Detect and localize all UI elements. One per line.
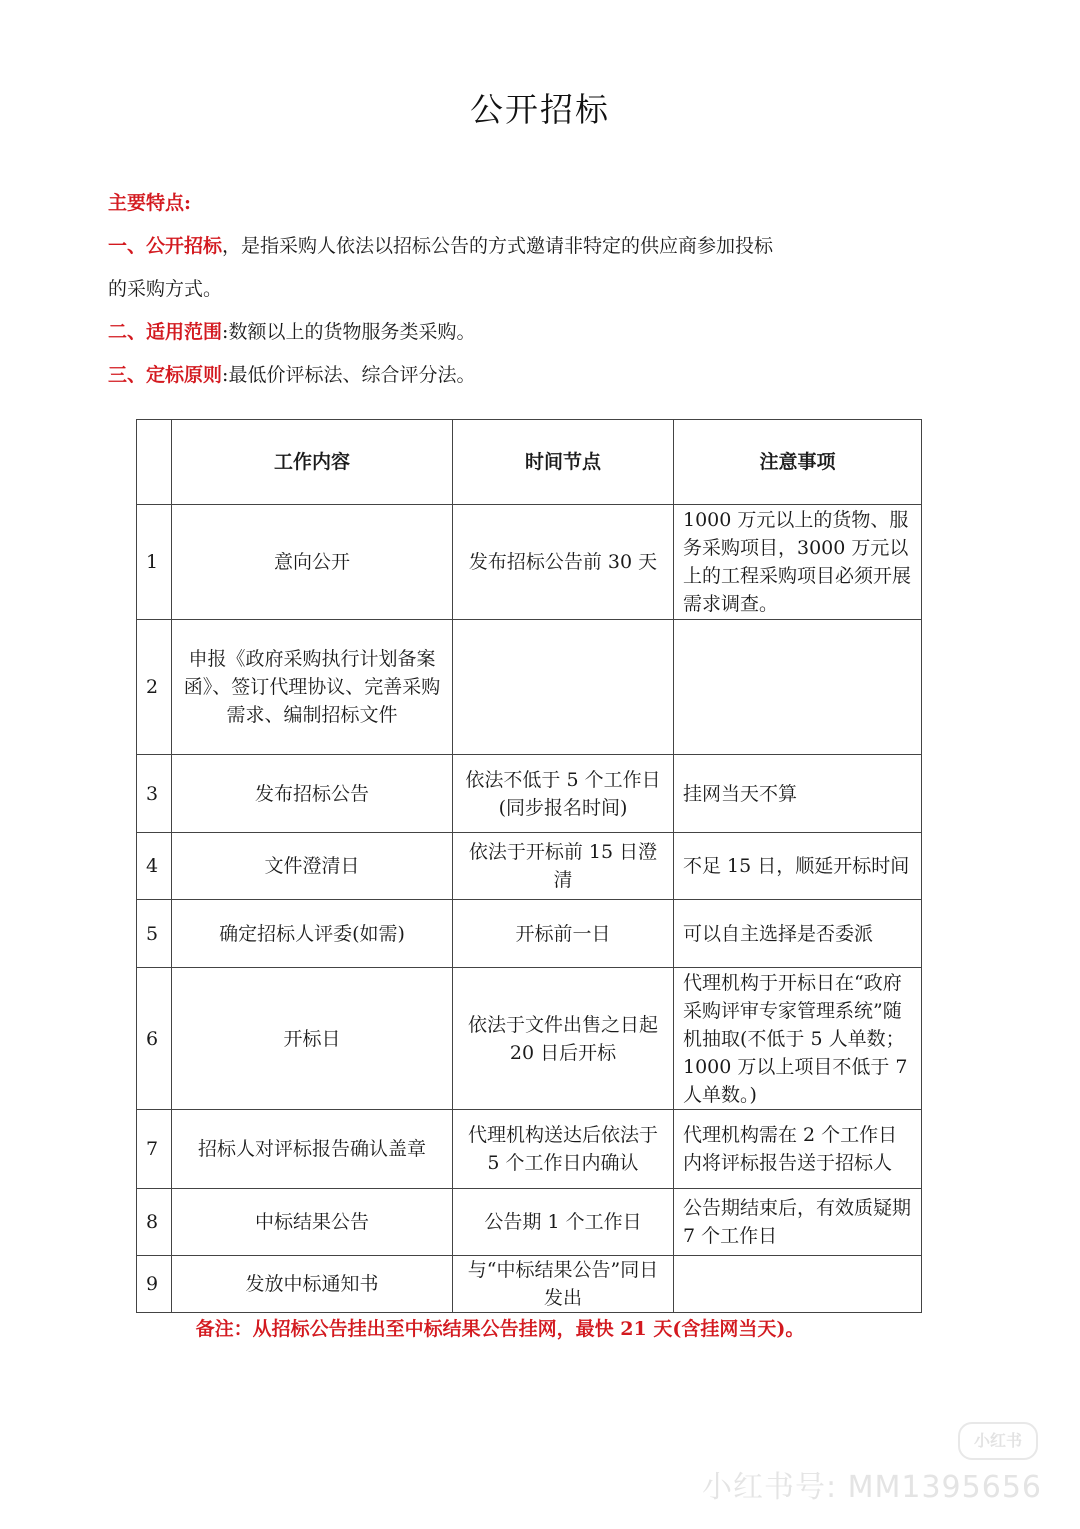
watermark-logo: 小红书 <box>958 1422 1038 1460</box>
row-number: 7 <box>137 1110 172 1189</box>
row-content: 确定招标人评委(如需) <box>172 900 453 968</box>
row-number: 5 <box>137 900 172 968</box>
row-note: 公告期结束后，有效质疑期 7 个工作日 <box>674 1189 922 1256</box>
row-content: 意向公开 <box>172 505 453 620</box>
feature-sep: ， <box>222 235 242 257</box>
row-content: 文件澄清日 <box>172 833 453 900</box>
feature-prefix: 三、 <box>108 364 147 386</box>
table-row <box>137 620 922 755</box>
row-note: 可以自主选择是否委派 <box>674 900 922 968</box>
row-content: 申报《政府采购执行计划备案函》、签订代理协议、完善采购 需求、编制招标文件 <box>172 620 453 755</box>
feature-prefix: 一、 <box>108 235 147 257</box>
row-note: 不足 15 日，顺延开标时间 <box>674 833 922 900</box>
row-number: 4 <box>137 833 172 900</box>
features-section <box>108 182 968 397</box>
feature-text: 数额以上的货物服务类采购。 <box>228 321 476 343</box>
row-time: 与“中标结果公告”同日发出 <box>453 1256 674 1313</box>
row-content: 发放中标通知书 <box>172 1256 453 1313</box>
table-row <box>137 968 922 1110</box>
process-table <box>136 419 922 1313</box>
feature-term: 定标原则 <box>146 364 223 386</box>
page-title: 公开招标 <box>470 90 610 129</box>
feature-prefix: 二、 <box>108 321 147 343</box>
row-time: 公告期 1 个工作日 <box>453 1189 674 1256</box>
feature-term: 公开招标 <box>146 235 223 257</box>
row-number: 3 <box>137 755 172 833</box>
header-notes: 注意事项 <box>674 420 922 505</box>
row-content: 发布招标公告 <box>172 755 453 833</box>
row-time: 依法于文件出售之日起 20 日后开标 <box>453 968 674 1110</box>
remark-note: 备注：从招标公告挂出至中标结果公告挂网，最快 21 天(含挂网当天)。 <box>195 1318 805 1340</box>
feature-item-3 <box>108 354 968 397</box>
row-time <box>453 620 674 755</box>
feature-item-1 <box>108 225 968 268</box>
row-number: 2 <box>137 620 172 755</box>
header-number <box>137 420 172 505</box>
row-number: 6 <box>137 968 172 1110</box>
row-number: 8 <box>137 1189 172 1256</box>
row-number: 9 <box>137 1256 172 1313</box>
row-time: 开标前一日 <box>453 900 674 968</box>
table-row <box>137 900 922 968</box>
table-header-row <box>137 420 922 505</box>
row-note: 代理机构于开标日在“政府采购评审专家管理系统”随机抽取(不低于 5 人单数；1000 万以上项目不低于 7 人单数。) <box>674 968 922 1110</box>
row-number: 1 <box>137 505 172 620</box>
row-time: 依法于开标前 15 日澄清 <box>453 833 674 900</box>
table-row <box>137 1256 922 1313</box>
row-time: 依法不低于 5 个工作日 (同步报名时间) <box>453 755 674 833</box>
feature-text: 最低价评标法、综合评分法。 <box>228 364 476 386</box>
features-heading: 主要特点: <box>108 192 192 214</box>
watermark-text: 小红书号: MM1395656 <box>701 1470 1042 1505</box>
feature-text: 是指采购人依法以招标公告的方式邀请非特定的供应商参加投标 <box>241 235 774 257</box>
table-row <box>137 1189 922 1256</box>
table-row <box>137 755 922 833</box>
header-time-node: 时间节点 <box>453 420 674 505</box>
row-time: 代理机构送达后依法于 5 个工作日内确认 <box>453 1110 674 1189</box>
row-note <box>674 1256 922 1313</box>
feature-sep: : <box>222 364 229 386</box>
feature-item-2 <box>108 311 968 354</box>
row-note: 1000 万元以上的货物、服务采购项目，3000 万元以上的工程采购项目必须开展需求调查。 <box>674 505 922 620</box>
row-content: 开标日 <box>172 968 453 1110</box>
row-note <box>674 620 922 755</box>
header-work-content: 工作内容 <box>172 420 453 505</box>
row-note: 代理机构需在 2 个工作日内将评标报告送于招标人 <box>674 1110 922 1189</box>
row-time: 发布招标公告前 30 天 <box>453 505 674 620</box>
feature-item-1-continuation: 的采购方式。 <box>108 278 223 300</box>
row-content: 招标人对评标报告确认盖章 <box>172 1110 453 1189</box>
row-note: 挂网当天不算 <box>674 755 922 833</box>
feature-sep: : <box>222 321 229 343</box>
table-row <box>137 505 922 620</box>
row-content: 中标结果公告 <box>172 1189 453 1256</box>
table-row <box>137 1110 922 1189</box>
feature-term: 适用范围 <box>146 321 223 343</box>
table-row <box>137 833 922 900</box>
